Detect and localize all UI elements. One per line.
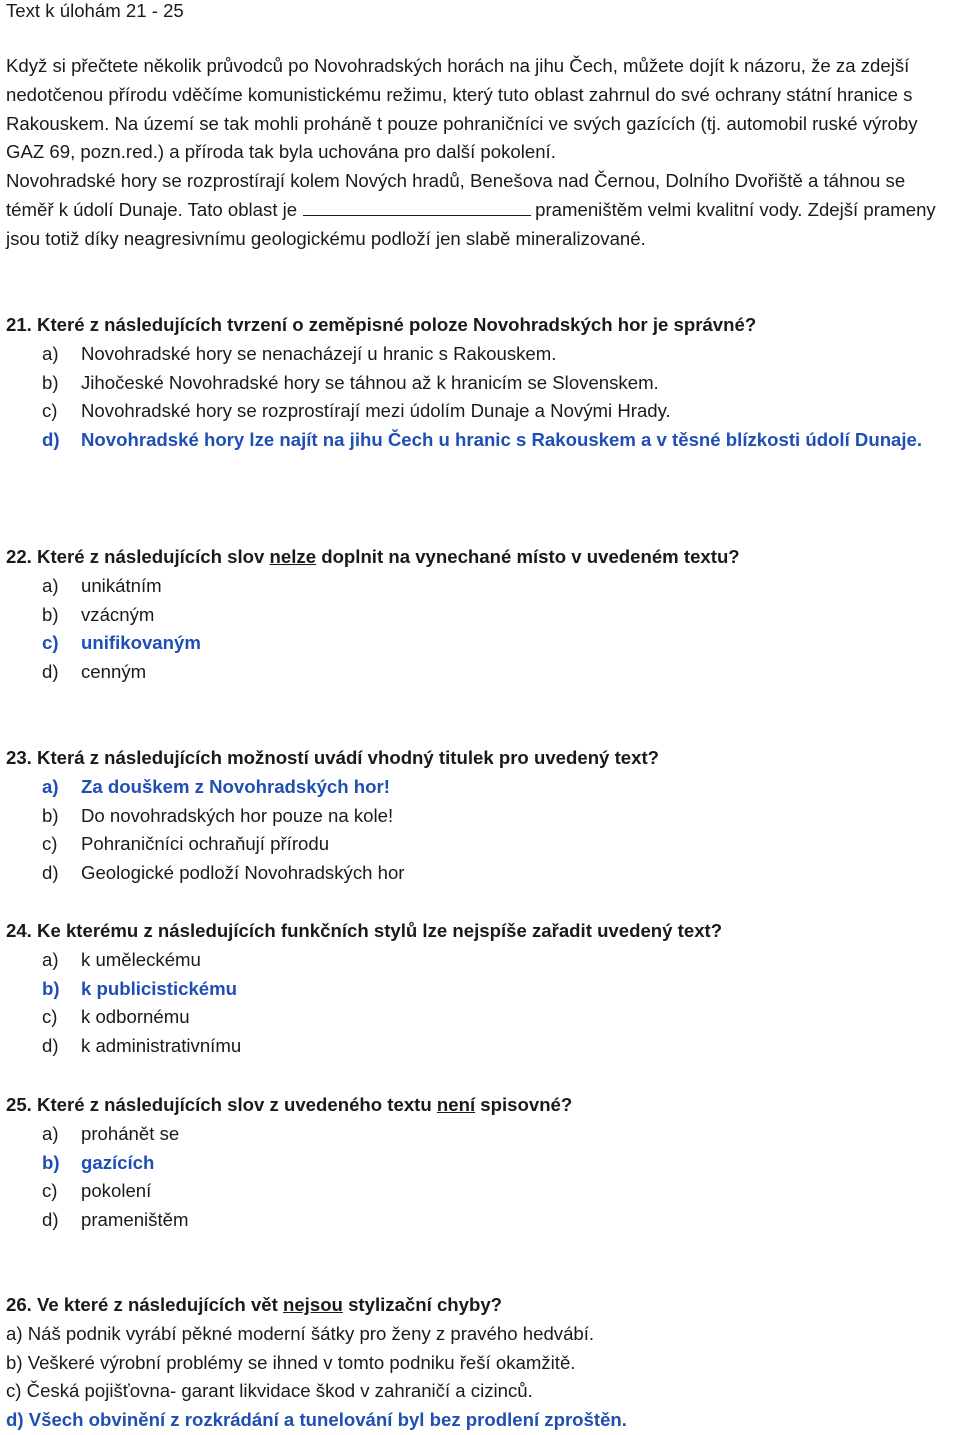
option-letter: d) <box>42 1035 59 1057</box>
option-text: Novohradské hory lze najít na jihu Čech u hranic s Rakouskem a v těsné blízkosti údolí Dunaje. <box>81 429 923 451</box>
title-part: spisovné? <box>475 1094 573 1115</box>
option-b <box>6 601 954 630</box>
option-letter: b) <box>42 1151 60 1173</box>
title-underlined: nelze <box>269 546 317 567</box>
option-text: pokolení <box>81 1180 152 1202</box>
question-title <box>6 1091 954 1120</box>
option-text: unikátním <box>81 574 162 596</box>
option-a <box>6 946 954 975</box>
option-a <box>6 1120 954 1149</box>
sentence-d-correct: d) Všech obvinění z rozkrádání a tunelování byl bez prodlení zproštěn. <box>6 1409 627 1431</box>
intro-paragraph-2 <box>6 167 954 253</box>
option-d <box>6 1206 954 1235</box>
option-letter: a) <box>42 342 59 364</box>
option-letter: b) <box>42 603 59 625</box>
option-c <box>6 1177 954 1206</box>
option-letter: a) <box>42 574 59 596</box>
title-part: 22. Které z následujících slov <box>6 546 270 567</box>
option-text: k odbornému <box>81 1006 190 1028</box>
question-24 <box>6 917 954 1061</box>
option-letter: d) <box>42 862 59 884</box>
option-text: Jihočeské Novohradské hory se táhnou až k hranicím se Slovenskem. <box>81 371 659 393</box>
question-25 <box>6 1091 954 1235</box>
question-title: 23. Která z následujících možností uvádí vhodný titulek pro uvedený text? <box>6 747 659 768</box>
title-part: stylizační chyby? <box>342 1294 503 1315</box>
option-b-correct <box>6 975 954 1004</box>
option-letter: b) <box>42 371 59 393</box>
option-text: Geologické podloží Novohradských hor <box>81 862 405 884</box>
question-22 <box>6 543 954 687</box>
option-a-correct <box>6 773 954 802</box>
option-d <box>6 1032 954 1061</box>
option-b <box>6 369 954 398</box>
option-c <box>6 397 954 426</box>
option-text: gazících <box>81 1151 155 1173</box>
option-text: Do novohradských hor pouze na kole! <box>81 804 394 826</box>
option-letter: d) <box>42 661 59 683</box>
sentence-c: c) Česká pojišťovna- garant likvidace škod v zahraničí a cizinců. <box>6 1380 533 1402</box>
intro-paragraph-1: Když si přečtete několik průvodců po Novohradských horách na jihu Čech, můžete dojít k názoru, že za zdejší nedotčenou přírodu vděčíme komunistickému režimu, který tuto oblast zahrnul do své ochrany státní hranice s Rakouskem. Na území se tak mohli proháně t pouze pohraničníci ve svých gazících (tj. automobil ruské výroby GAZ 69, pozn.red.) a příroda tak byla uchována pro další pokolení. <box>6 55 918 163</box>
title-underlined: není <box>436 1094 476 1115</box>
heading: Text k úlohám 21 - 25 <box>6 0 184 21</box>
title-underlined: nejsou <box>282 1294 343 1315</box>
option-c <box>6 830 954 859</box>
option-text: Za douškem z Novohradských hor! <box>81 775 390 797</box>
blank-gap <box>303 197 531 216</box>
sentence-a: a) Náš podnik vyrábí pěkné moderní šátky pro ženy z pravého hedvábí. <box>6 1322 595 1344</box>
option-letter: c) <box>42 833 58 855</box>
question-title: 21. Které z následujících tvrzení o zeměpisné poloze Novohradských hor je správné? <box>6 314 757 335</box>
question-title <box>6 1291 954 1320</box>
option-text: Novohradské hory se rozprostírají mezi údolím Dunaje a Novými Hrady. <box>81 400 671 422</box>
option-letter: c) <box>42 400 58 422</box>
option-letter: a) <box>42 948 59 970</box>
option-letter: c) <box>42 632 59 654</box>
option-letter: b) <box>42 804 59 826</box>
option-a <box>6 340 954 369</box>
option-text: prameništěm <box>81 1209 189 1231</box>
option-text: k administrativnímu <box>81 1035 242 1057</box>
option-text: unifikovaným <box>81 632 201 654</box>
option-letter: a) <box>42 1122 59 1144</box>
option-letter: c) <box>42 1180 58 1202</box>
option-c <box>6 1003 954 1032</box>
question-26 <box>6 1291 954 1435</box>
option-b-correct <box>6 1149 954 1178</box>
title-part: 26. Ve které z následujících vět <box>6 1294 283 1315</box>
option-letter: a) <box>42 775 59 797</box>
question-23 <box>6 744 954 888</box>
option-text: vzácným <box>81 603 155 625</box>
option-text: Pohraničníci ochraňují přírodu <box>81 833 330 855</box>
option-letter: b) <box>42 977 60 999</box>
option-letter: c) <box>42 1006 58 1028</box>
option-letter: d) <box>42 1209 59 1231</box>
title-part: 25. Které z následujících slov z uvedeného textu <box>6 1094 437 1115</box>
option-text: Novohradské hory se nenacházejí u hranic s Rakouskem. <box>81 342 557 364</box>
option-text: prohánět se <box>81 1122 180 1144</box>
option-a <box>6 572 954 601</box>
question-21 <box>6 311 954 455</box>
question-title: 24. Ke kterému z následujících funkčních stylů lze nejspíše zařadit uvedený text? <box>6 920 723 941</box>
title-part: doplnit na vynechané místo v uvedeném textu? <box>316 546 740 567</box>
intro-p2-before: Novohradské hory se rozprostírají kolem Nových hradů, Benešova nad Černou, Dolního Dvořiště a táhnou se téměř k údolí Dunaje. Tato oblast je <box>6 170 906 220</box>
sentence-b: b) Veškeré výrobní problémy se ihned v tomto podniku řeší okamžitě. <box>6 1351 576 1373</box>
option-b <box>6 802 954 831</box>
option-text: cenným <box>81 661 147 683</box>
intro-text <box>6 52 954 254</box>
option-text: k publicistickému <box>81 977 238 999</box>
option-text: k uměleckému <box>81 948 201 970</box>
option-d <box>6 859 954 888</box>
option-d-correct <box>6 426 954 455</box>
option-letter: d) <box>42 429 60 451</box>
option-d <box>6 658 954 687</box>
question-title <box>6 543 954 572</box>
option-c-correct <box>6 629 954 658</box>
intro-p2-after: prameništěm velmi kvalitní vody. Zdejší prameny jsou totiž díky neagresivnímu geologickému podloží jen slabě mineralizované. <box>6 198 936 249</box>
